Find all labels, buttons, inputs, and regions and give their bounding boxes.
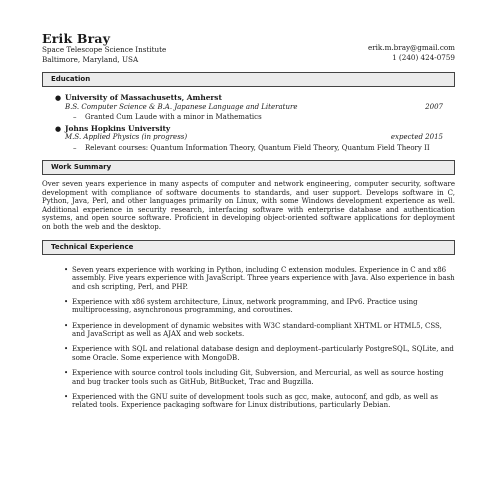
bullet-icon: • xyxy=(64,321,69,330)
resume-header xyxy=(42,32,455,64)
work-summary-heading: Work Summary xyxy=(42,160,455,175)
list-item-text: Experienced with the GNU suite of development tools such as gcc, make, autoconf, and gdb, as well as related tools. Experience packaging software for Linux distributions, particularly Debian. xyxy=(72,392,439,410)
school-name: University of Massachusetts, Amherst xyxy=(65,93,222,102)
education-item xyxy=(55,125,455,153)
list-item xyxy=(64,393,455,410)
work-summary-text: Over seven years experience in many aspects of computer and network engineering, computer security, software development with compliance of software documents to standards, and user support. Develops software in C, Python, Java, Perl, and other languages primarily on Linux, with some Windows development experience as well. Additional experience in security research, interfacing software with enterprise database and authentication systems, and open source software. Proficient in developing object-oriented software applications for deployment on both the web and the desktop. xyxy=(42,180,455,231)
dash-icon: – xyxy=(73,113,77,121)
list-item xyxy=(64,345,455,362)
education-list xyxy=(55,94,455,152)
degree: M.S. Applied Physics (in progress) xyxy=(65,133,188,141)
bullet-icon: • xyxy=(64,265,69,274)
list-item xyxy=(64,322,455,339)
bullet-icon: • xyxy=(64,368,69,377)
list-item-text: Experience in development of dynamic websites with W3C standard-compliant XHTML or HTML5, CSS, and JavaScript as well as AJAX and web sockets. xyxy=(72,321,442,339)
bullet-icon: ● xyxy=(55,124,62,133)
phone: 1 (240) 424-0759 xyxy=(392,52,455,62)
education-note xyxy=(73,113,455,122)
list-item-text: Seven years experience with working in Python, including C extension modules. Experience in C and x86 assembly. Five years experience with JavaScript. Three years experience with Java. Also experience in bash and csh scripting, Perl, and PHP. xyxy=(72,265,455,291)
education-heading: Education xyxy=(42,72,455,87)
bullet-icon: • xyxy=(64,345,69,354)
bullet-icon: ● xyxy=(55,94,62,102)
note-text: Granted Cum Laude with a minor in Mathematics xyxy=(85,113,262,121)
list-item xyxy=(64,369,455,386)
header-right xyxy=(368,32,455,62)
education-item xyxy=(55,94,455,122)
list-item-text: Experience with source control tools including Git, Subversion, and Mercurial, as well as source hosting and bug tracker tools such as GitHub, BitBucket, Trac and Bugzilla. xyxy=(72,368,444,386)
bullet-icon: • xyxy=(64,297,69,306)
list-item-text: Experience with SQL and relational database design and deployment–particularly PostgreSQL, SQLite, and some Oracle. Some experience with MongoDB. xyxy=(72,345,454,362)
person-name: Erik Bray xyxy=(42,31,111,46)
education-note xyxy=(73,144,455,153)
list-item xyxy=(64,266,455,292)
technical-experience-list xyxy=(64,266,455,410)
list-item xyxy=(64,298,455,315)
dash-icon: – xyxy=(73,143,77,152)
header-left xyxy=(42,32,166,64)
bullet-icon: • xyxy=(64,392,69,401)
degree-year: 2007 xyxy=(425,102,443,111)
list-item-text: Experience with x86 system architecture, Linux, network programming, and IPv6. Practice using multiprocessing, asynchronous programming, and coroutines. xyxy=(72,297,418,315)
organization: Space Telescope Science Institute xyxy=(42,45,167,54)
school-name: Johns Hopkins University xyxy=(65,123,171,133)
location: Baltimore, Maryland, USA xyxy=(42,54,139,64)
email[interactable]: erik.m.bray@gmail.com xyxy=(367,43,455,52)
note-text: Relevant courses: Quantum Information Theory, Quantum Field Theory, Quantum Field Theory II xyxy=(85,143,430,152)
technical-experience-heading: Technical Experience xyxy=(42,240,455,255)
degree: B.S. Computer Science & B.A. Japanese Language and Literature xyxy=(65,102,298,111)
degree-year: expected 2015 xyxy=(390,133,443,141)
